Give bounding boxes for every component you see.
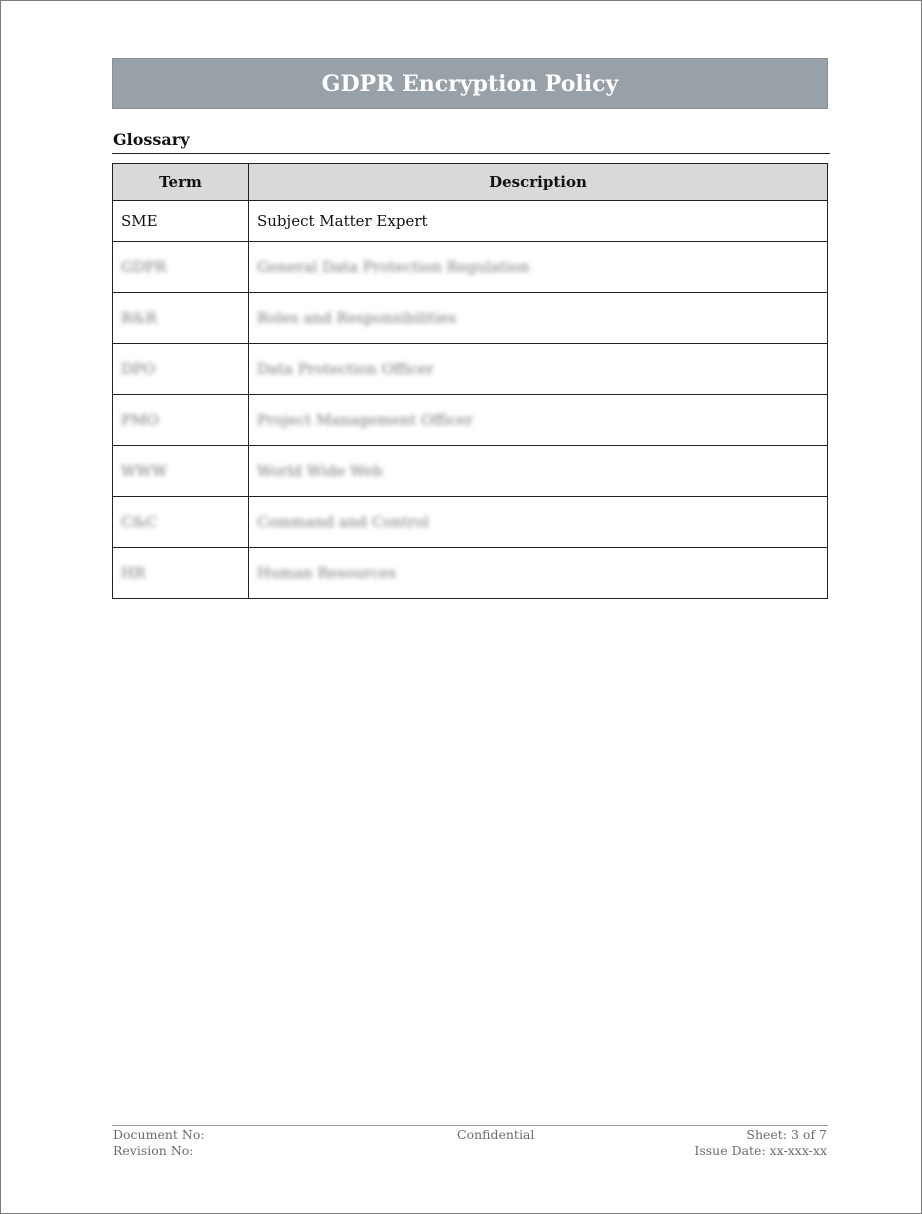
table-row: [113, 242, 828, 293]
revision-number-label: Revision No:: [113, 1143, 194, 1158]
term-cell: DPO: [113, 344, 249, 395]
description-cell: World Wide Web: [249, 446, 828, 497]
table-row: [113, 497, 828, 548]
table-header-row: [113, 164, 828, 201]
table-row: [113, 201, 828, 242]
description-cell: Project Management Officer: [249, 395, 828, 446]
column-header-term: Term: [113, 164, 249, 201]
table-row: [113, 548, 828, 599]
sheet-number: Sheet: 3 of 7: [746, 1127, 827, 1142]
description-cell: Subject Matter Expert: [249, 201, 828, 242]
description-cell: Human Resources: [249, 548, 828, 599]
term-cell: C&C: [113, 497, 249, 548]
table-row: [113, 395, 828, 446]
term-cell: R&R: [113, 293, 249, 344]
term-cell: GDPR: [113, 242, 249, 293]
footer-left: [113, 1127, 205, 1159]
section-heading: Glossary: [113, 130, 190, 149]
description-cell: Data Protection Officer: [249, 344, 828, 395]
table-row: [113, 344, 828, 395]
section-divider: [112, 153, 830, 154]
document-number-label: Document No:: [113, 1127, 205, 1142]
glossary-table: [112, 163, 828, 599]
description-cell: General Data Protection Regulation: [249, 242, 828, 293]
table-row: [113, 446, 828, 497]
column-header-description: Description: [249, 164, 828, 201]
classification-label: Confidential: [457, 1127, 535, 1142]
description-cell: Command and Control: [249, 497, 828, 548]
issue-date: Issue Date: xx-xxx-xx: [694, 1143, 827, 1158]
term-cell: WWW: [113, 446, 249, 497]
footer-center: [457, 1127, 534, 1143]
term-cell: SME: [113, 201, 249, 242]
description-cell: Roles and Responsibilities: [249, 293, 828, 344]
title-banner: [112, 58, 828, 109]
footer-right: [694, 1127, 827, 1159]
term-cell: PMO: [113, 395, 249, 446]
term-cell: HR: [113, 548, 249, 599]
table-row: [113, 293, 828, 344]
footer-divider: [112, 1125, 828, 1126]
document-title: GDPR Encryption Policy: [321, 70, 619, 97]
